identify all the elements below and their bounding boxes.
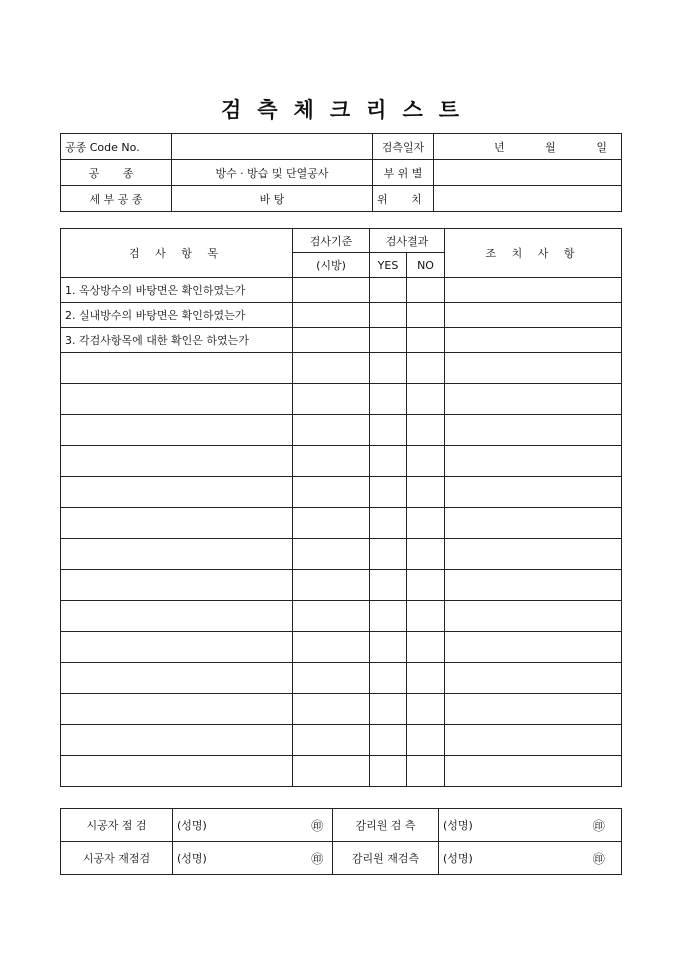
table-row (61, 601, 622, 632)
no-cell[interactable] (407, 278, 445, 303)
check-item[interactable] (61, 446, 293, 477)
yes-cell[interactable] (370, 632, 407, 663)
no-cell[interactable] (407, 384, 445, 415)
check-item[interactable] (61, 384, 293, 415)
code-label: 공종 Code No. (61, 134, 172, 160)
no-cell[interactable] (407, 756, 445, 787)
supervisor-check-label: 감리원 검 측 (333, 809, 439, 842)
check-item[interactable] (61, 477, 293, 508)
standard-cell[interactable] (293, 278, 370, 303)
check-item: 3. 각검사항목에 대한 확인은 하였는가 (61, 328, 293, 353)
col-result-header: 검사결과 (370, 229, 445, 253)
date-month-label: 월 (545, 140, 556, 154)
sub-type-label: 세 부 공 종 (61, 186, 172, 212)
title-char: 스 (402, 97, 423, 122)
action-cell[interactable] (445, 663, 622, 694)
title-char: 트 (438, 97, 460, 122)
contractor-check-seal: ㊞ (303, 809, 333, 842)
no-cell[interactable] (407, 601, 445, 632)
title-char: 측 (257, 97, 278, 122)
code-value[interactable] (172, 134, 373, 160)
no-cell[interactable] (407, 446, 445, 477)
contractor-recheck-seal: ㊞ (303, 842, 333, 875)
table-row (61, 303, 622, 328)
yes-cell[interactable] (370, 353, 407, 384)
yes-cell[interactable] (370, 384, 407, 415)
col-yes-header: YES (370, 253, 407, 278)
signature-table (60, 808, 622, 875)
check-item[interactable] (61, 353, 293, 384)
action-cell[interactable] (445, 446, 622, 477)
table-row (61, 570, 622, 601)
sub-type-value[interactable]: 바 탕 (172, 186, 373, 212)
check-item: 1. 옥상방수의 바탕면은 확인하였는가 (61, 278, 293, 303)
yes-cell[interactable] (370, 601, 407, 632)
action-cell[interactable] (445, 756, 622, 787)
contractor-check-name[interactable]: (성명) (173, 809, 303, 842)
standard-cell[interactable] (293, 570, 370, 601)
check-item[interactable] (61, 415, 293, 446)
table-row (61, 508, 622, 539)
yes-cell[interactable] (370, 539, 407, 570)
date-label: 검측일자 (373, 134, 434, 160)
table-row (61, 539, 622, 570)
supervisor-check-seal: ㊞ (577, 809, 622, 842)
work-type-value[interactable]: 방수 · 방습 및 단열공사 (172, 160, 373, 186)
col-no-header: NO (407, 253, 445, 278)
no-cell[interactable] (407, 694, 445, 725)
action-cell[interactable] (445, 570, 622, 601)
title-char: 리 (366, 97, 387, 122)
standard-cell[interactable] (293, 694, 370, 725)
col-action-header: 조 치 사 항 (445, 229, 622, 278)
action-cell[interactable] (445, 353, 622, 384)
supervisor-recheck-name[interactable]: (성명) (439, 842, 577, 875)
standard-cell[interactable] (293, 539, 370, 570)
location-value[interactable] (434, 186, 622, 212)
standard-cell[interactable] (293, 725, 370, 756)
check-item[interactable] (61, 756, 293, 787)
yes-cell[interactable] (370, 570, 407, 601)
action-cell[interactable] (445, 278, 622, 303)
standard-cell[interactable] (293, 477, 370, 508)
action-cell[interactable] (445, 632, 622, 663)
check-item[interactable] (61, 508, 293, 539)
standard-cell[interactable] (293, 384, 370, 415)
check-item[interactable] (61, 663, 293, 694)
action-cell[interactable] (445, 539, 622, 570)
action-cell[interactable] (445, 328, 622, 353)
yes-cell[interactable] (370, 278, 407, 303)
standard-cell[interactable] (293, 756, 370, 787)
table-row (61, 278, 622, 303)
table-row (61, 328, 622, 353)
standard-cell[interactable] (293, 446, 370, 477)
action-cell[interactable] (445, 725, 622, 756)
supervisor-recheck-seal: ㊞ (577, 842, 622, 875)
page-title (0, 94, 680, 124)
col-standard-header: 검사기준 (293, 229, 370, 253)
yes-cell[interactable] (370, 663, 407, 694)
no-cell[interactable] (407, 303, 445, 328)
supervisor-check-name[interactable]: (성명) (439, 809, 577, 842)
check-item[interactable] (61, 632, 293, 663)
no-cell[interactable] (407, 477, 445, 508)
action-cell[interactable] (445, 384, 622, 415)
standard-cell[interactable] (293, 303, 370, 328)
table-row (61, 477, 622, 508)
title-char: 검 (220, 97, 242, 122)
standard-cell[interactable] (293, 663, 370, 694)
table-row (61, 353, 622, 384)
title-char: 크 (329, 97, 351, 122)
table-row (61, 446, 622, 477)
action-cell[interactable] (445, 477, 622, 508)
date-year-label: 년 (494, 140, 505, 154)
table-row (61, 415, 622, 446)
action-cell[interactable] (445, 415, 622, 446)
table-row (61, 756, 622, 787)
check-item[interactable] (61, 539, 293, 570)
yes-cell[interactable] (370, 328, 407, 353)
standard-cell[interactable] (293, 353, 370, 384)
no-cell[interactable] (407, 415, 445, 446)
contractor-recheck-name[interactable]: (성명) (173, 842, 303, 875)
check-item[interactable] (61, 725, 293, 756)
no-cell[interactable] (407, 353, 445, 384)
work-type-label: 공 종 (61, 160, 172, 186)
check-item[interactable] (61, 601, 293, 632)
table-row (61, 694, 622, 725)
yes-cell[interactable] (370, 725, 407, 756)
date-value[interactable] (434, 134, 622, 160)
header-info-table (60, 133, 622, 212)
part-label: 부 위 별 (373, 160, 434, 186)
table-row (61, 384, 622, 415)
checklist-table (60, 228, 622, 787)
check-item[interactable] (61, 570, 293, 601)
table-row (61, 725, 622, 756)
yes-cell[interactable] (370, 477, 407, 508)
no-cell[interactable] (407, 725, 445, 756)
col-standard-sub: (시방) (293, 253, 370, 278)
check-item[interactable] (61, 694, 293, 725)
no-cell[interactable] (407, 570, 445, 601)
table-row (61, 632, 622, 663)
yes-cell[interactable] (370, 756, 407, 787)
no-cell[interactable] (407, 328, 445, 353)
standard-cell[interactable] (293, 601, 370, 632)
table-row (61, 663, 622, 694)
action-cell[interactable] (445, 303, 622, 328)
yes-cell[interactable] (370, 446, 407, 477)
yes-cell[interactable] (370, 694, 407, 725)
title-char: 체 (293, 97, 314, 122)
location-label: 위 치 (373, 186, 434, 212)
yes-cell[interactable] (370, 415, 407, 446)
standard-cell[interactable] (293, 632, 370, 663)
standard-cell[interactable] (293, 415, 370, 446)
yes-cell[interactable] (370, 508, 407, 539)
date-day-label: 일 (596, 140, 607, 154)
action-cell[interactable] (445, 508, 622, 539)
check-item: 2. 실내방수의 바탕면은 확인하였는가 (61, 303, 293, 328)
col-item-header: 검 사 항 목 (61, 229, 293, 278)
action-cell[interactable] (445, 601, 622, 632)
contractor-recheck-label: 시공자 재점검 (61, 842, 173, 875)
standard-cell[interactable] (293, 328, 370, 353)
no-cell[interactable] (407, 539, 445, 570)
action-cell[interactable] (445, 694, 622, 725)
yes-cell[interactable] (370, 303, 407, 328)
standard-cell[interactable] (293, 508, 370, 539)
supervisor-recheck-label: 감리원 재검측 (333, 842, 439, 875)
no-cell[interactable] (407, 508, 445, 539)
no-cell[interactable] (407, 632, 445, 663)
contractor-check-label: 시공자 점 검 (61, 809, 173, 842)
no-cell[interactable] (407, 663, 445, 694)
part-value[interactable] (434, 160, 622, 186)
